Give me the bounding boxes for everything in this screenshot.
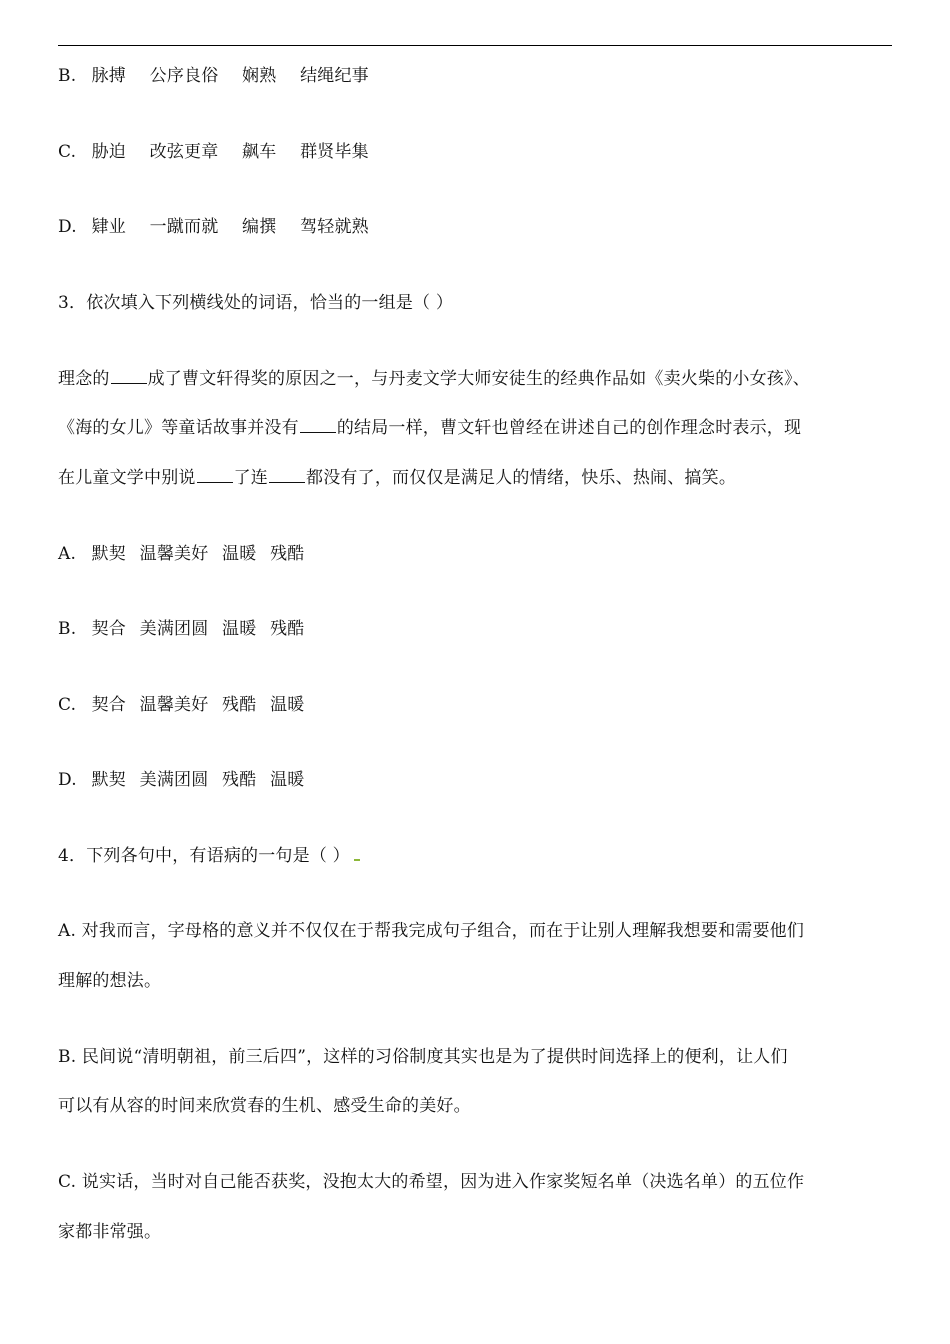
q3-passage-line-2: 《海的女儿》等童话故事并没有 的结局一样，曹文轩也曾经在讲述自己的创作理念时表示，现 <box>58 418 802 438</box>
header-rule <box>58 45 892 46</box>
q4-option-c-line-1: C. 说实话，当时对自己能否获奖，没抱太大的希望，因为进入作家奖短名单（决选名单）的五位作 <box>58 1172 805 1192</box>
fill-blank <box>269 466 305 483</box>
q4-option-a-line-1: A. 对我而言，字母格的意义并不仅仅在于帮我完成句子组合，而在于让别人理解我想要和需要他们 <box>58 921 805 941</box>
q3-option-c: C. 契合 温馨美好 残酷 温暖 <box>58 695 305 715</box>
fill-blank <box>300 416 336 433</box>
q2-option-b: B. 脉搏 公序良俗 娴熟 结绳纪事 <box>58 66 369 86</box>
q2-option-c: C. 胁迫 改弦更章 飙车 群贤毕集 <box>58 142 369 162</box>
q3-passage-line-1: 理念的 成了曹文轩得奖的原因之一，与丹麦文学大师安徒生的经典作品如《卖火柴的小女孩》、 <box>58 369 810 389</box>
q4-stem: 4．下列各句中，有语病的一句是（ ） <box>58 844 892 868</box>
edit-mark <box>354 859 360 861</box>
q2-option-d: D. 肄业 一蹴而就 编撰 驾轻就熟 <box>58 217 369 237</box>
q3-stem: 3．依次填入下列横线处的词语，恰当的一组是（ ） <box>58 293 454 313</box>
q4-option-c-line-2: 家都非常强。 <box>58 1222 162 1242</box>
q3-passage-line-3: 在儿童文学中别说 了连 都没有了，而仅仅是满足人的情绪，快乐、热闹、搞笑。 <box>58 468 737 488</box>
q4-option-a-line-2: 理解的想法。 <box>58 971 162 991</box>
q4-option-b-line-1: B. 民间说“清明朝祖，前三后四”，这样的习俗制度其实也是为了提供时间选择上的便利，让人们 <box>58 1047 788 1067</box>
q3-option-a: A. 默契 温馨美好 温暖 残酷 <box>58 544 305 564</box>
q3-option-b: B. 契合 美满团圆 温暖 残酷 <box>58 619 305 639</box>
fill-blank <box>197 466 233 483</box>
q4-option-b-line-2: 可以有从容的时间来欣赏春的生机、感受生命的美好。 <box>58 1096 471 1116</box>
q3-option-d: D. 默契 美满团圆 残酷 温暖 <box>58 770 305 790</box>
fill-blank <box>111 367 147 384</box>
